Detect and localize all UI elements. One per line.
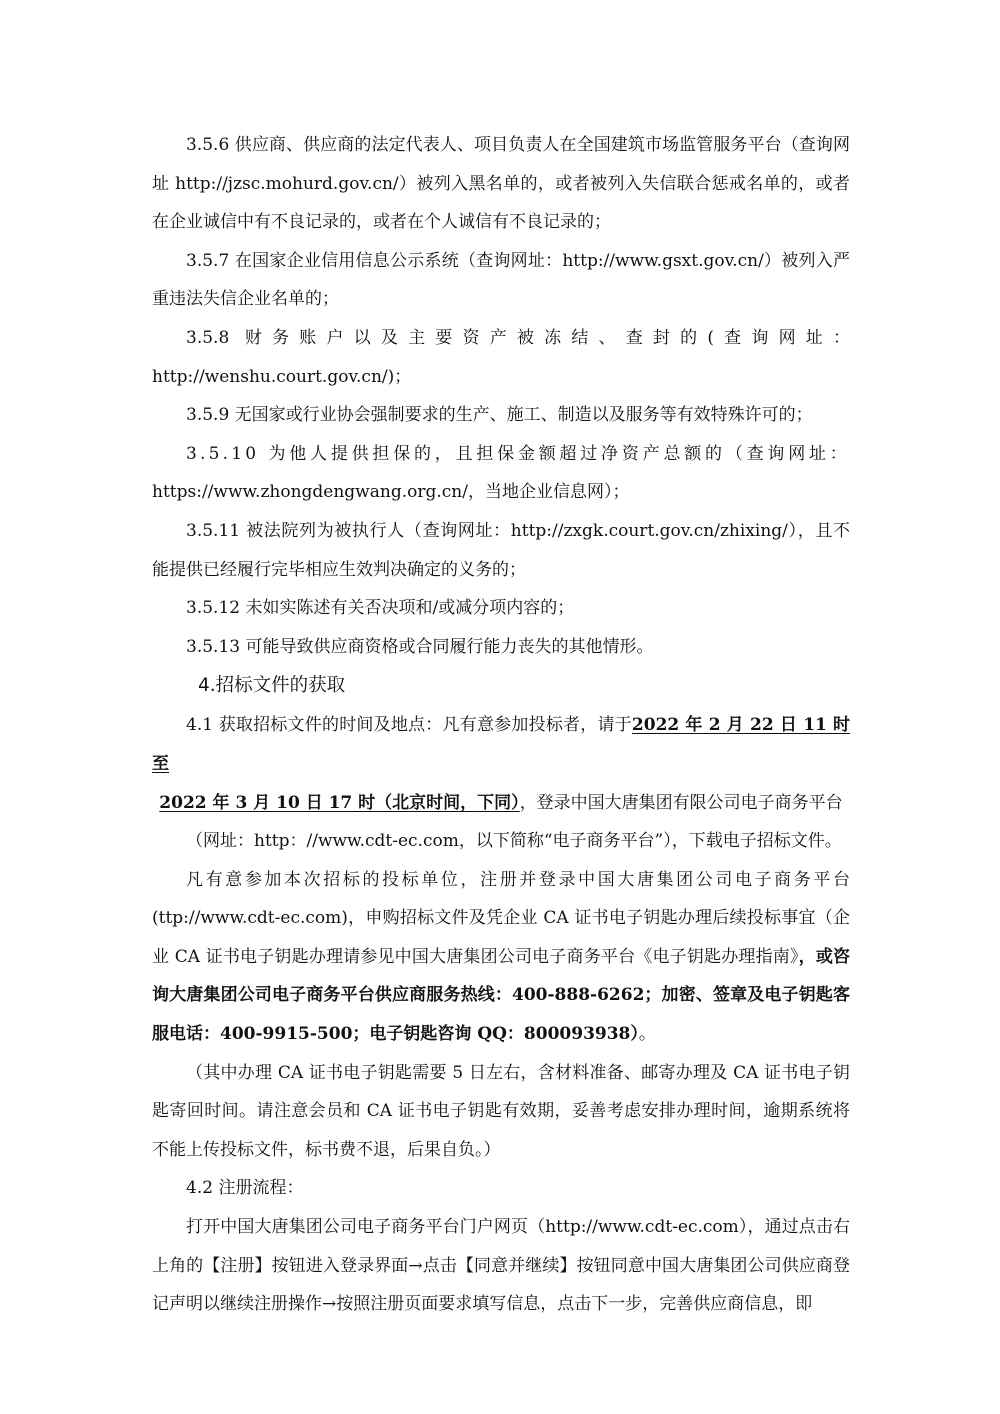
- para-4-1-line2: [152, 784, 850, 823]
- para-4-1-after: ，登录中国大唐集团有限公司电子商务平台: [519, 792, 843, 813]
- registration-info-end: 。: [638, 1024, 656, 1045]
- item-3-5-9: 3.5.9 无国家或行业协会强制要求的生产、施工、制造以及服务等有效特殊许可的；: [186, 405, 813, 426]
- item-3-5-10-line1: 3.5.10 为他人提供担保的，且担保金额超过净资产总额的（查询网址：: [186, 443, 850, 464]
- item-3-5-8: 3.5.8 财务账户以及主要资产被冻结、查封的(查询网址：http://wenshu.court.gov.cn/)；: [152, 327, 850, 387]
- registration-info-text: 凡有意参加本次招标的投标单位，注册并登录中国大唐集团公司电子商务平台(ttp://www.cdt-ec.com)，申购招标文件及凭企业 CA 证书电子钥匙办理后续投标事宜（企业 CA 证书电子钥匙办理请参见中国大唐集团公司电子商务平台《电子钥匙办理指南》: [152, 869, 850, 967]
- document-body: [152, 126, 850, 1324]
- section-4-heading: 4.招标文件的获取: [198, 675, 346, 697]
- item-3-5-11: 3.5.11 被法院列为被执行人（查询网址：http://zxgk.court.gov.cn/zhixing/），且不能提供已经履行完毕相应生效判决确定的义务的；: [152, 520, 850, 580]
- para-4-1-line3: （网址：http：//www.cdt-ec.com，以下简称“电子商务平台”），下载电子招标文件。: [186, 831, 842, 852]
- bid-period-end: 2022 年 3 月 10 日 17 时（北京时间，下同）: [159, 792, 520, 813]
- item-3-5-13: 3.5.13 可能导致供应商资格或合同履行能力丧失的其他情形。: [186, 636, 654, 657]
- item-3-5-12: 3.5.12 未如实陈述有关否决项和/或减分项内容的；: [186, 598, 575, 619]
- item-3-5-7: 3.5.7 在国家企业信用信息公示系统（查询网址：http://www.gsxt.gov.cn/）被列入严重违法失信企业名单的；: [152, 250, 850, 310]
- para-registration-info: [152, 861, 850, 1054]
- para-4-2-body: 打开中国大唐集团公司电子商务平台门户网页（http://www.cdt-ec.com），通过点击右上角的【注册】按钮进入登录界面→点击【同意并继续】按钮同意中国大唐集团公司供应商登记声明以继续注册操作→按照注册页面要求填写信息，点击下一步，完善供应商信息，即: [152, 1217, 850, 1315]
- para-4-2-heading: 4.2 注册流程：: [186, 1178, 304, 1199]
- bid-period-start: 2022 年 2 月 22 日 11 时至: [152, 715, 850, 774]
- service-hotline-text: ，或咨询大唐集团公司电子商务平台供应商服务热线：400-888-6262；加密、签章及电子钥匙客服电话：400-9915-500；电子钥匙咨询 QQ：800093938）: [152, 946, 851, 1045]
- para-4-1-prefix: 4.1 获取招标文件的时间及地点：凡有意参加投标者，请于: [186, 715, 632, 736]
- para-4-1-line1: [152, 706, 850, 783]
- item-3-5-6: 3.5.6 供应商、供应商的法定代表人、项目负责人在全国建筑市场监管服务平台（查询网址 http://jzsc.mohurd.gov.cn/）被列入黑名单的，或者被列入失信联合惩戒名单的，或者在企业诚信中有不良记录的，或者在个人诚信有不良记录的；: [152, 135, 850, 233]
- item-3-5-10-line2: https://www.zhongdengwang.org.cn/，当地企业信息网）；: [152, 482, 630, 503]
- para-ca-note: （其中办理 CA 证书电子钥匙需要 5 日左右，含材料准备、邮寄办理及 CA 证书电子钥匙寄回时间。请注意会员和 CA 证书电子钥匙有效期，妥善考虑安排办理时间，逾期系统将不能上传投标文件，标书费不退，后果自负。）: [152, 1062, 850, 1160]
